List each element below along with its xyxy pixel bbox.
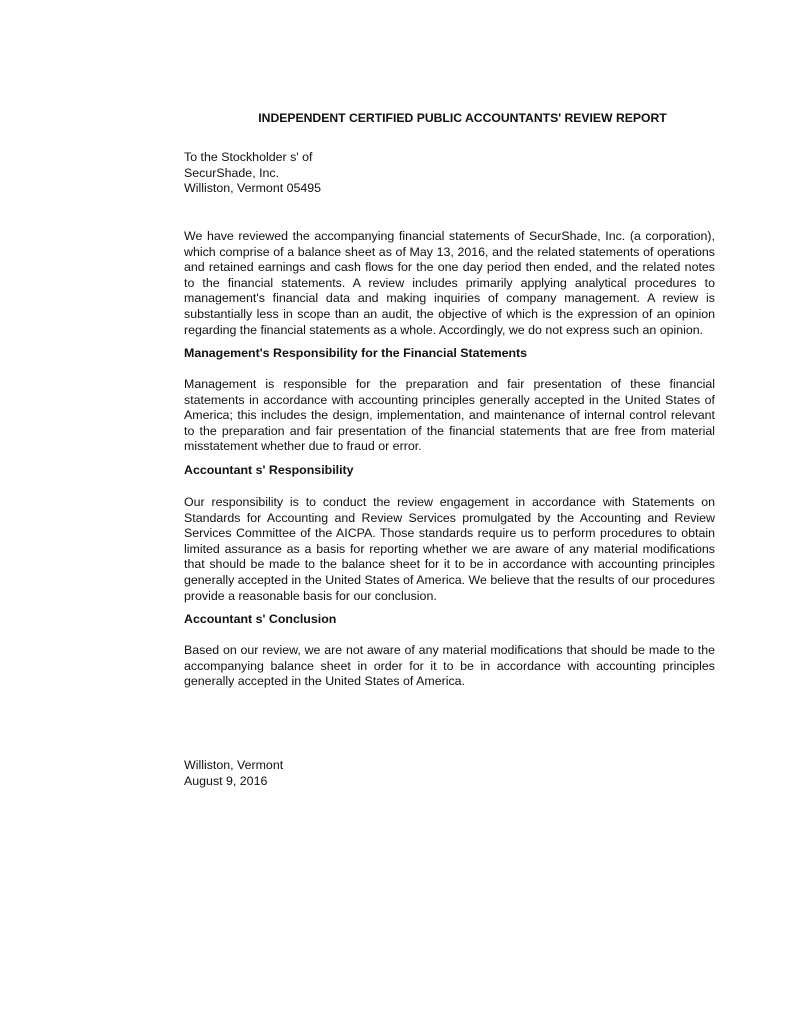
addressee-line: To the Stockholder s' of [184, 150, 313, 164]
section-heading: Accountant s' Responsibility [184, 463, 354, 477]
report-title: INDEPENDENT CERTIFIED PUBLIC ACCOUNTANTS' REVIEW REPORT [258, 111, 667, 125]
addressee-line: Williston, Vermont 05495 [184, 181, 322, 196]
signature-date: August 9, 2016 [184, 773, 268, 788]
section-heading: Management's Responsibility for the Financial Statements [184, 346, 528, 360]
section-heading: Accountant s' Conclusion [184, 612, 337, 626]
addressee-block [184, 150, 715, 197]
section-body: Management is responsible for the preparation and fair presentation of these financial statements in accordance with accounting principles generally accepted in the United States of America; this includes the design, implementation, and maintenance of internal control relevant to the preparation and fair presentation of the financial statements that are free from material misstatement whether due to fraud or error. [184, 377, 715, 454]
addressee-line: SecurShade, Inc. [184, 165, 280, 180]
section-body: Based on our review, we are not aware of any material modifications that should be made to the accompanying balance sheet in order for it to be in accordance with accounting principles generally accepted in the United States of America. [184, 643, 715, 689]
section-body: Our responsibility is to conduct the review engagement in accordance with Statements on Standards for Accounting and Review Services promulgated by the Accounting and Review Services Committee of the AICPA. Those standards require us to perform procedures to obtain limited assurance as a basis for reporting whether we are aware of any material modifications that should be made to the balance sheet for it to be in accordance with accounting principles generally accepted in the United States of America. We believe that the results of our procedures provide a reasonable basis for our conclusion. [184, 495, 715, 603]
signature-location: Williston, Vermont [184, 758, 284, 772]
signature-block [184, 758, 715, 789]
intro-paragraph: We have reviewed the accompanying financial statements of SecurShade, Inc. (a corporation), which comprise of a balance sheet as of May 13, 2016, and the related statements of operations and retained earnings and cash flows for the one day period then ended, and the related notes to the financial statements. A review includes primarily applying analytical procedures to management's financial data and making inquiries of company management. A review is substantially less in scope than an audit, the objective of which is the expression of an opinion regarding the financial statements as a whole. Accordingly, we do not express such an opinion. [184, 229, 715, 337]
